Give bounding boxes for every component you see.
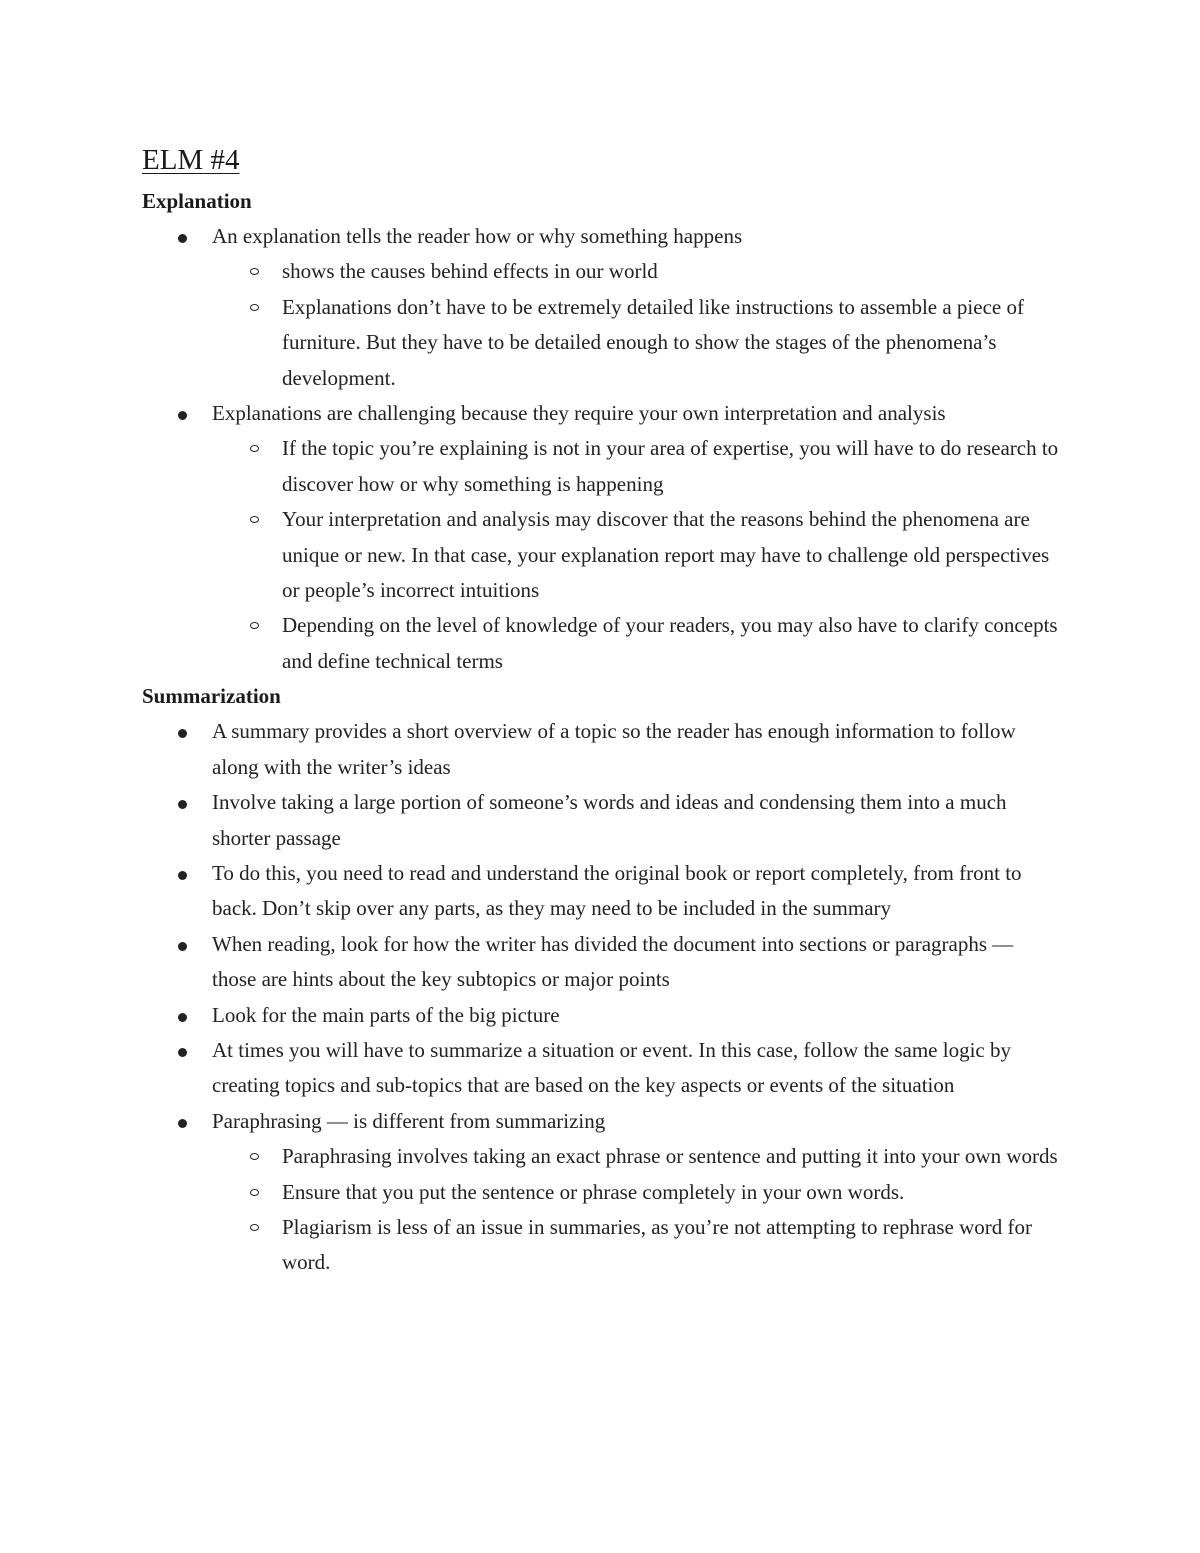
sub-list-item-text: Plagiarism is less of an issue in summaries, as you’re not attempting to rephrase word for word. xyxy=(282,1214,1033,1275)
sub-list-item xyxy=(212,502,1062,608)
list-item-text: An explanation tells the reader how or why something happens xyxy=(212,224,743,248)
list-item xyxy=(142,714,1062,785)
sub-list-item xyxy=(212,1210,1062,1281)
sub-list-item xyxy=(212,431,1062,502)
bullet-hollow-icon xyxy=(250,516,259,523)
list-item-text: Paraphrasing — is different from summarizing xyxy=(212,1108,606,1133)
list-item-text: Look for the main parts of the big picture xyxy=(212,1002,560,1027)
bullet-filled-icon xyxy=(178,942,187,951)
bullet-filled-icon xyxy=(178,1119,187,1128)
sub-bullet-list xyxy=(212,1139,1062,1281)
bullet-hollow-icon xyxy=(250,1189,259,1196)
list-item-text: When reading, look for how the writer has divided the document into sections or paragraphs — those are hints about the key subtopics or major points xyxy=(212,931,1014,992)
sub-list-item-text: Ensure that you put the sentence or phrase completely in your own words. xyxy=(282,1179,905,1204)
list-item xyxy=(142,856,1062,927)
bullet-filled-icon xyxy=(178,234,187,243)
bullet-filled-icon xyxy=(178,411,187,420)
sub-list-item-text: Explanations don’t have to be extremely detailed like instructions to assemble a piece of furniture. But they have to be detailed enough to show the stages of the phenomena’s development. xyxy=(282,294,1024,390)
bullet-hollow-icon xyxy=(250,445,259,452)
sub-list-item-text: shows the causes behind effects in our world xyxy=(282,259,658,284)
section-heading: Summarization xyxy=(142,684,281,709)
sub-list-item xyxy=(212,608,1062,679)
page-title: ELM #4 xyxy=(142,144,240,176)
list-item xyxy=(142,219,1062,396)
bullet-filled-icon xyxy=(178,729,187,738)
sub-bullet-list xyxy=(212,431,1062,679)
list-item-text: A summary provides a short overview of a topic so the reader has enough information to follow along with the writer’s ideas xyxy=(212,719,1016,779)
list-item xyxy=(142,998,1062,1033)
bullet-hollow-icon xyxy=(250,268,259,275)
bullet-filled-icon xyxy=(178,800,187,809)
list-item xyxy=(142,1104,1062,1281)
bullet-filled-icon xyxy=(178,871,187,880)
bullet-filled-icon xyxy=(178,1048,187,1057)
list-item-text: To do this, you need to read and understand the original book or report completely, from front to back. Don’t skip over any parts, as they may need to be included in the summary xyxy=(212,860,1022,921)
document-page xyxy=(142,138,1062,1281)
sub-list-item xyxy=(212,254,1062,289)
sub-bullet-list xyxy=(212,254,1062,396)
section-summarization xyxy=(142,679,1062,1281)
list-item xyxy=(142,396,1062,679)
list-item-text: Involve taking a large portion of someone’s words and ideas and condensing them into a much shorter passage xyxy=(212,790,1007,850)
sub-list-item-text: If the topic you’re explaining is not in your area of expertise, you will have to do research to discover how or why something is happening xyxy=(282,436,1059,496)
section-heading: Explanation xyxy=(142,189,252,213)
section-explanation xyxy=(142,184,1062,679)
list-item-text: Explanations are challenging because they require your own interpretation and analysis xyxy=(212,401,946,426)
list-item xyxy=(142,1033,1062,1104)
sub-list-item-text: Your interpretation and analysis may discover that the reasons behind the phenomena are unique or new. In that case, your explanation report may have to challenge old perspectives or people’s incorrect intuitions xyxy=(282,507,1050,603)
list-item xyxy=(142,927,1062,998)
bullet-list xyxy=(142,714,1062,1281)
bullet-filled-icon xyxy=(178,1013,187,1022)
bullet-hollow-icon xyxy=(250,1153,259,1160)
sub-list-item-text: Paraphrasing involves taking an exact phrase or sentence and putting it into your own words xyxy=(282,1144,1058,1169)
list-item-text: At times you will have to summarize a situation or event. In this case, follow the same logic by creating topics and sub-topics that are based on the key aspects or events of the situation xyxy=(212,1037,1011,1098)
bullet-hollow-icon xyxy=(250,1224,259,1231)
sub-list-item xyxy=(212,290,1062,396)
sub-list-item xyxy=(212,1139,1062,1174)
list-item xyxy=(142,785,1062,856)
sub-list-item xyxy=(212,1175,1062,1210)
bullet-list xyxy=(142,219,1062,679)
bullet-hollow-icon xyxy=(250,622,259,629)
bullet-hollow-icon xyxy=(250,304,259,311)
sub-list-item-text: Depending on the level of knowledge of your readers, you may also have to clarify concepts and define technical terms xyxy=(282,613,1058,673)
